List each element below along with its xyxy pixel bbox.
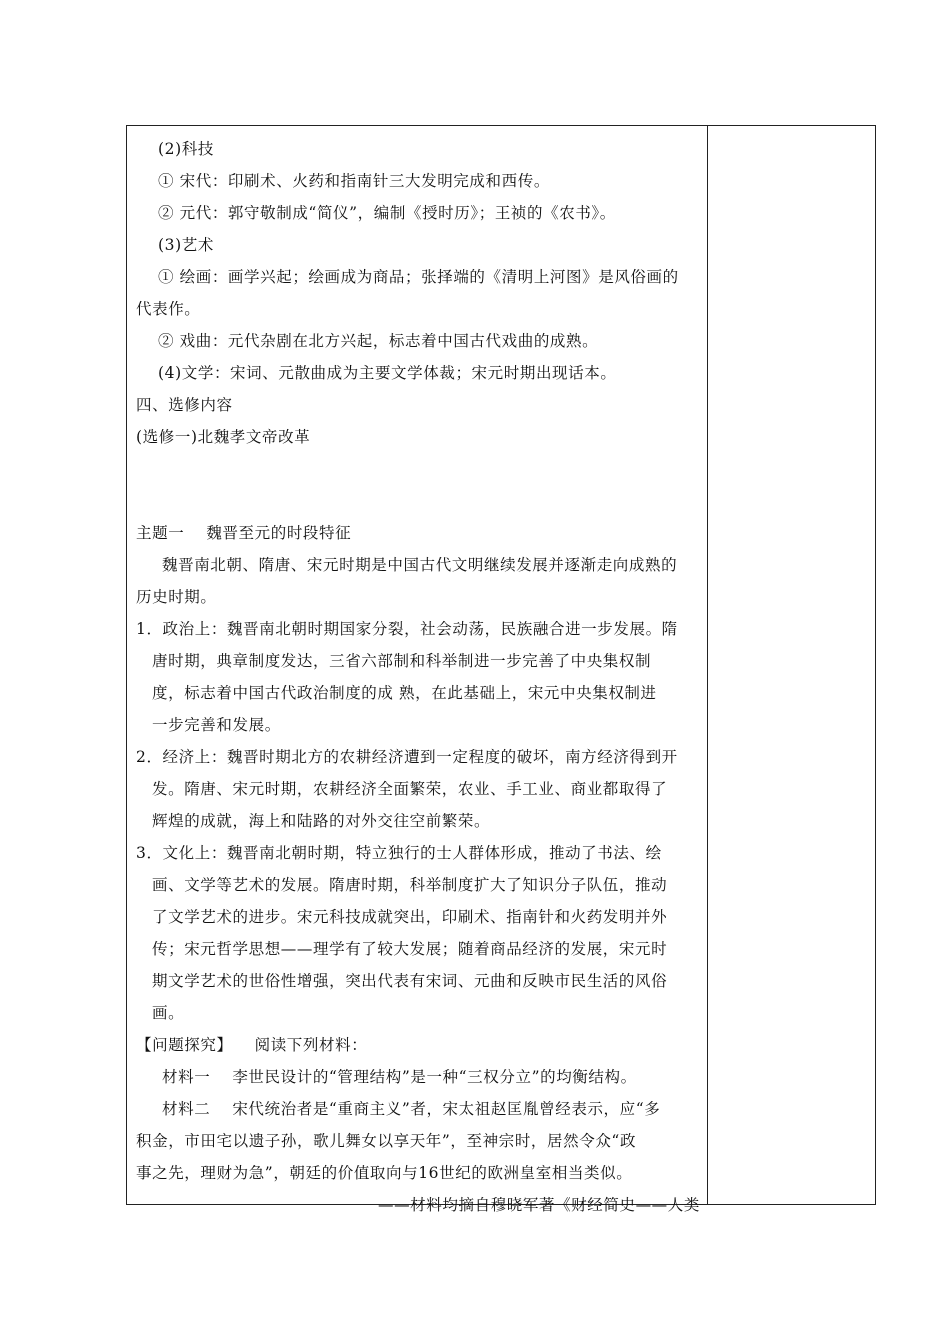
theme-label: 主题一	[136, 524, 185, 542]
wenxue-item: (4)文学：宋词、元散曲成为主要文学体裁；宋元时期出现话本。	[158, 364, 617, 382]
material-2-line-3: 事之先，理财为急”，朝廷的价值取向与16世纪的欧洲皇室相当类似。	[136, 1164, 633, 1182]
intro-line-1: 魏晋南北朝、隋唐、宋元时期是中国古代文明继续发展并逐渐走向成熟的	[162, 556, 678, 574]
blank-gap	[136, 453, 702, 517]
left-cell-content	[136, 133, 702, 1221]
point-3-line-6: 画。	[152, 1004, 185, 1022]
point-2-line-2: 发。隋唐、宋元时期，农耕经济全面繁荣，农业、手工业、商业都取得了	[152, 780, 668, 798]
material-source: ——材料均摘自穆晓军著《财经简史——人类	[377, 1196, 700, 1214]
intro-line-2: 历史时期。	[136, 588, 217, 606]
material-1	[136, 1061, 702, 1093]
yishu-item-2: ② 戏曲：元代杂剧在北方兴起，标志着中国古代戏曲的成熟。	[158, 332, 599, 350]
material-1-label: 材料一	[162, 1068, 211, 1086]
xuanxiu-item: (选修一)北魏孝文帝改革	[136, 428, 311, 446]
theme-title: 魏晋至元的时段特征	[206, 524, 352, 542]
point-3-line-5: 期文学艺术的世俗性增强，突出代表有宋词、元曲和反映市民生活的风俗	[152, 972, 668, 990]
keji-heading: (2)科技	[158, 140, 214, 158]
point-2-line-3: 辉煌的成就，海上和陆路的对外交往空前繁荣。	[152, 812, 491, 830]
material-2-label: 材料二	[162, 1100, 211, 1118]
point-1-line-2: 唐时期，典章制度发达，三省六部制和科举制进一步完善了中央集权制	[152, 652, 652, 670]
point-1-line-4: 一步完善和发展。	[152, 716, 281, 734]
material-2-text-a: 宋代统治者是“重商主义”者，宋太祖赵匡胤曾经表示，应“多	[232, 1100, 661, 1118]
yishu-item-1b: 代表作。	[136, 300, 201, 318]
tanjiu-text: 阅读下列材料：	[254, 1036, 368, 1054]
point-3-line-4: 传；宋元哲学思想——理学有了较大发展；随着商品经济的发展，宋元时	[152, 940, 668, 958]
material-2-line-2: 积金，市田宅以遗子孙，歌儿舞女以享天年”，至神宗时，居然令众“政	[136, 1132, 637, 1150]
yishu-heading: (3)艺术	[158, 236, 214, 254]
section-4-heading: 四、选修内容	[136, 396, 233, 414]
keji-item-1: ① 宋代：印刷术、火药和指南针三大发明完成和西传。	[158, 172, 550, 190]
point-3-line-3: 了文学艺术的进步。宋元科技成就突出，印刷术、指南针和火药发明并外	[152, 908, 668, 926]
point-1-line-1: 1．政治上：魏晋南北朝时期国家分裂，社会动荡，民族融合进一步发展。隋	[136, 620, 678, 638]
point-2-line-1: 2．经济上：魏晋时期北方的农耕经济遭到一定程度的破坏，南方经济得到开	[136, 748, 678, 766]
material-2-line-1	[136, 1093, 702, 1125]
point-1-line-3: 度，标志着中国古代政治制度的成 熟，在此基础上，宋元中央集权制进	[152, 684, 657, 702]
yishu-item-1a: ① 绘画：画学兴起；绘画成为商品；张择端的《清明上河图》是风俗画的	[158, 268, 679, 286]
keji-item-2: ② 元代：郭守敬制成“简仪”，编制《授时历》；王祯的《农书》。	[158, 204, 616, 222]
point-3-line-2: 画、文学等艺术的发展。隋唐时期，科举制度扩大了知识分子队伍，推动	[152, 876, 668, 894]
point-3-line-1: 3．文化上：魏晋南北朝时期，特立独行的士人群体形成，推动了书法、绘	[136, 844, 662, 862]
tanjiu-heading	[136, 1029, 702, 1061]
column-divider	[707, 125, 708, 1205]
theme-heading	[136, 517, 702, 549]
material-1-text: 李世民设计的“管理结构”是一种“三权分立”的均衡结构。	[232, 1068, 637, 1086]
tanjiu-label: 【问题探究】	[136, 1036, 233, 1054]
